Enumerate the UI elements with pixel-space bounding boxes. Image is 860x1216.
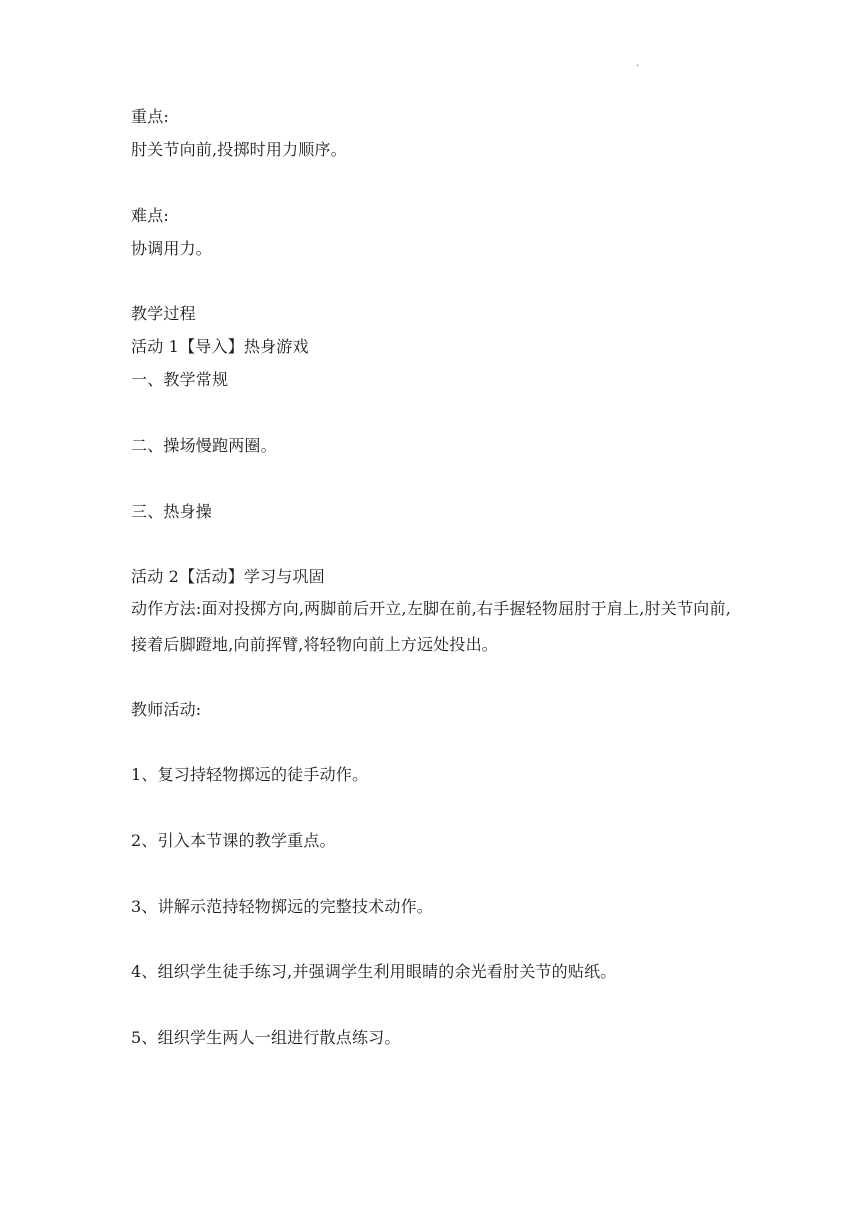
teacher-item: 1、复习持轻物掷远的徒手动作。 <box>131 765 369 784</box>
teacher-item: 4、组织学生徒手练习,并强调学生利用眼睛的余光看肘关节的贴纸。 <box>131 962 617 981</box>
header-mark: . <box>636 58 640 69</box>
difficulty-text: 协调用力。 <box>131 239 213 258</box>
process-heading: 教学过程 <box>131 304 196 323</box>
activity1-item: 二、操场慢跑两圈。 <box>131 436 277 455</box>
teacher-item: 5、组织学生两人一组进行散点练习。 <box>131 1028 401 1047</box>
teacher-item: 2、引入本节课的教学重点。 <box>131 831 336 850</box>
teacher-item: 3、讲解示范持轻物掷远的完整技术动作。 <box>131 897 433 916</box>
activity1-item: 三、热身操 <box>131 502 213 521</box>
activity2-method: 动作方法:面对投掷方向,两脚前后开立,左脚在前,右手握轻物屈肘于肩上,肘关节向前,接着后脚蹬地,向前挥臂,将轻物向前上方远处投出。 <box>131 599 731 654</box>
activity1-item: 一、教学常规 <box>131 370 229 389</box>
activity2-title: 活动 2【活动】学习与巩固 <box>131 567 325 586</box>
key-point-label: 重点: <box>131 107 169 126</box>
difficulty-label: 难点: <box>131 206 169 225</box>
key-point-text: 肘关节向前,投掷时用力顺序。 <box>131 140 347 159</box>
teacher-label: 教师活动: <box>131 700 202 719</box>
activity1-title: 活动 1【导入】热身游戏 <box>131 337 309 356</box>
